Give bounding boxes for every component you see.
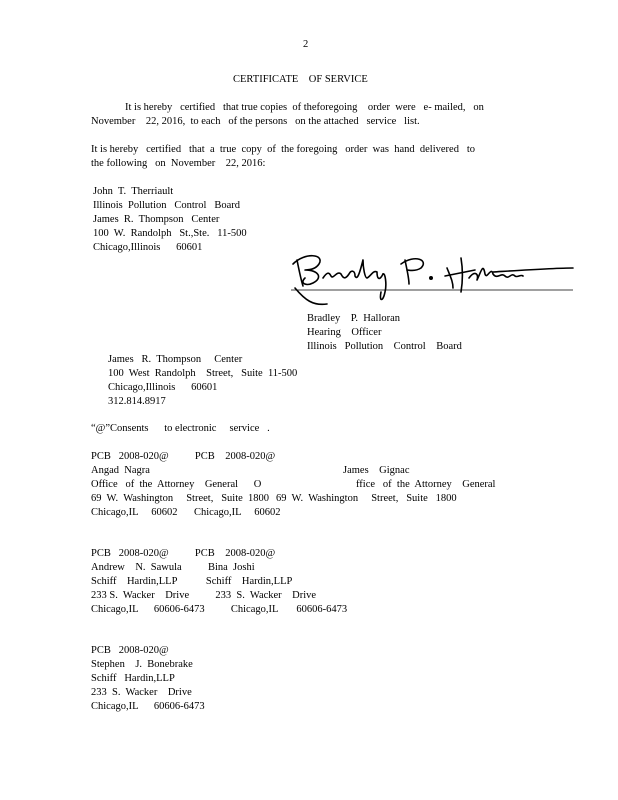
consent-note: “@”Consents to electronic service . bbox=[91, 423, 270, 434]
service-block3-street: 233 S. Wacker Drive bbox=[91, 687, 192, 698]
service-block1-street-right: 69 W. Washington Street, Suite 1800 bbox=[276, 493, 457, 504]
recipient-city: Chicago,Illinois 60601 bbox=[93, 242, 203, 253]
service-block1-street-left: 69 W. Washington Street, Suite 1800 bbox=[91, 493, 270, 504]
page-number: 2 bbox=[303, 39, 309, 50]
sender-building: James R. Thompson Center bbox=[108, 354, 243, 365]
service-block2-names: Andrew N. Sawula Bina Joshi bbox=[91, 562, 255, 573]
signer-name: Bradley P. Halloran bbox=[307, 313, 401, 324]
certificate-title: CERTIFICATE OF SERVICE bbox=[233, 74, 368, 85]
handwritten-signature bbox=[285, 248, 575, 308]
service-block3-firm: Schiff Hardin,LLP bbox=[91, 673, 175, 684]
service-block2-cities: Chicago,IL 60606-6473 Chicago,IL 60606-6473 bbox=[91, 604, 348, 615]
recipient-name: John T. Therriault bbox=[93, 186, 174, 197]
service-block1-city-right: Chicago,IL 60602 bbox=[194, 507, 281, 518]
service-block2-pcb: PCB 2008-020@ PCB 2008-020@ bbox=[91, 548, 276, 559]
service-block1-office-left: Office of the Attorney General O bbox=[91, 479, 262, 490]
recipient-building: James R. Thompson Center bbox=[93, 214, 220, 225]
para2-line2: the following on November 22, 2016: bbox=[91, 158, 266, 169]
signer-title: Hearing Officer bbox=[307, 327, 382, 338]
sender-phone: 312.814.8917 bbox=[108, 396, 166, 407]
para2-line1: It is hereby certified that a true copy of the foregoing order was hand delivered to bbox=[91, 144, 475, 155]
service-block3-name: Stephen J. Bonebrake bbox=[91, 659, 193, 670]
service-block2-streets: 233 S. Wacker Drive 233 S. Wacker Drive bbox=[91, 590, 317, 601]
service-block2-firms: Schiff Hardin,LLP Schiff Hardin,LLP bbox=[91, 576, 293, 587]
service-block3-city: Chicago,IL 60606-6473 bbox=[91, 701, 205, 712]
para1-line1: It is hereby certified that true copies of theforegoing order were e- mailed, on bbox=[125, 102, 484, 113]
recipient-org: Illinois Pollution Control Board bbox=[93, 200, 241, 211]
service-block1-pcb: PCB 2008-020@ PCB 2008-020@ bbox=[91, 451, 276, 462]
sender-city: Chicago,Illinois 60601 bbox=[108, 382, 218, 393]
service-block1-name-right: James Gignac bbox=[343, 465, 410, 476]
signer-org: Illinois Pollution Control Board bbox=[307, 341, 462, 352]
service-block3-pcb: PCB 2008-020@ bbox=[91, 645, 169, 656]
sender-street: 100 West Randolph Street, Suite 11-500 bbox=[108, 368, 298, 379]
service-block1-office-right: ffice of the Attorney General bbox=[356, 479, 496, 490]
para1-line2: November 22, 2016, to each of the persons on the attached service list. bbox=[91, 116, 420, 127]
recipient-street: 100 W. Randolph St.,Ste. 11-500 bbox=[93, 228, 247, 239]
service-block1-name-left: Angad Nagra bbox=[91, 465, 150, 476]
service-block1-city-left: Chicago,IL 60602 bbox=[91, 507, 178, 518]
